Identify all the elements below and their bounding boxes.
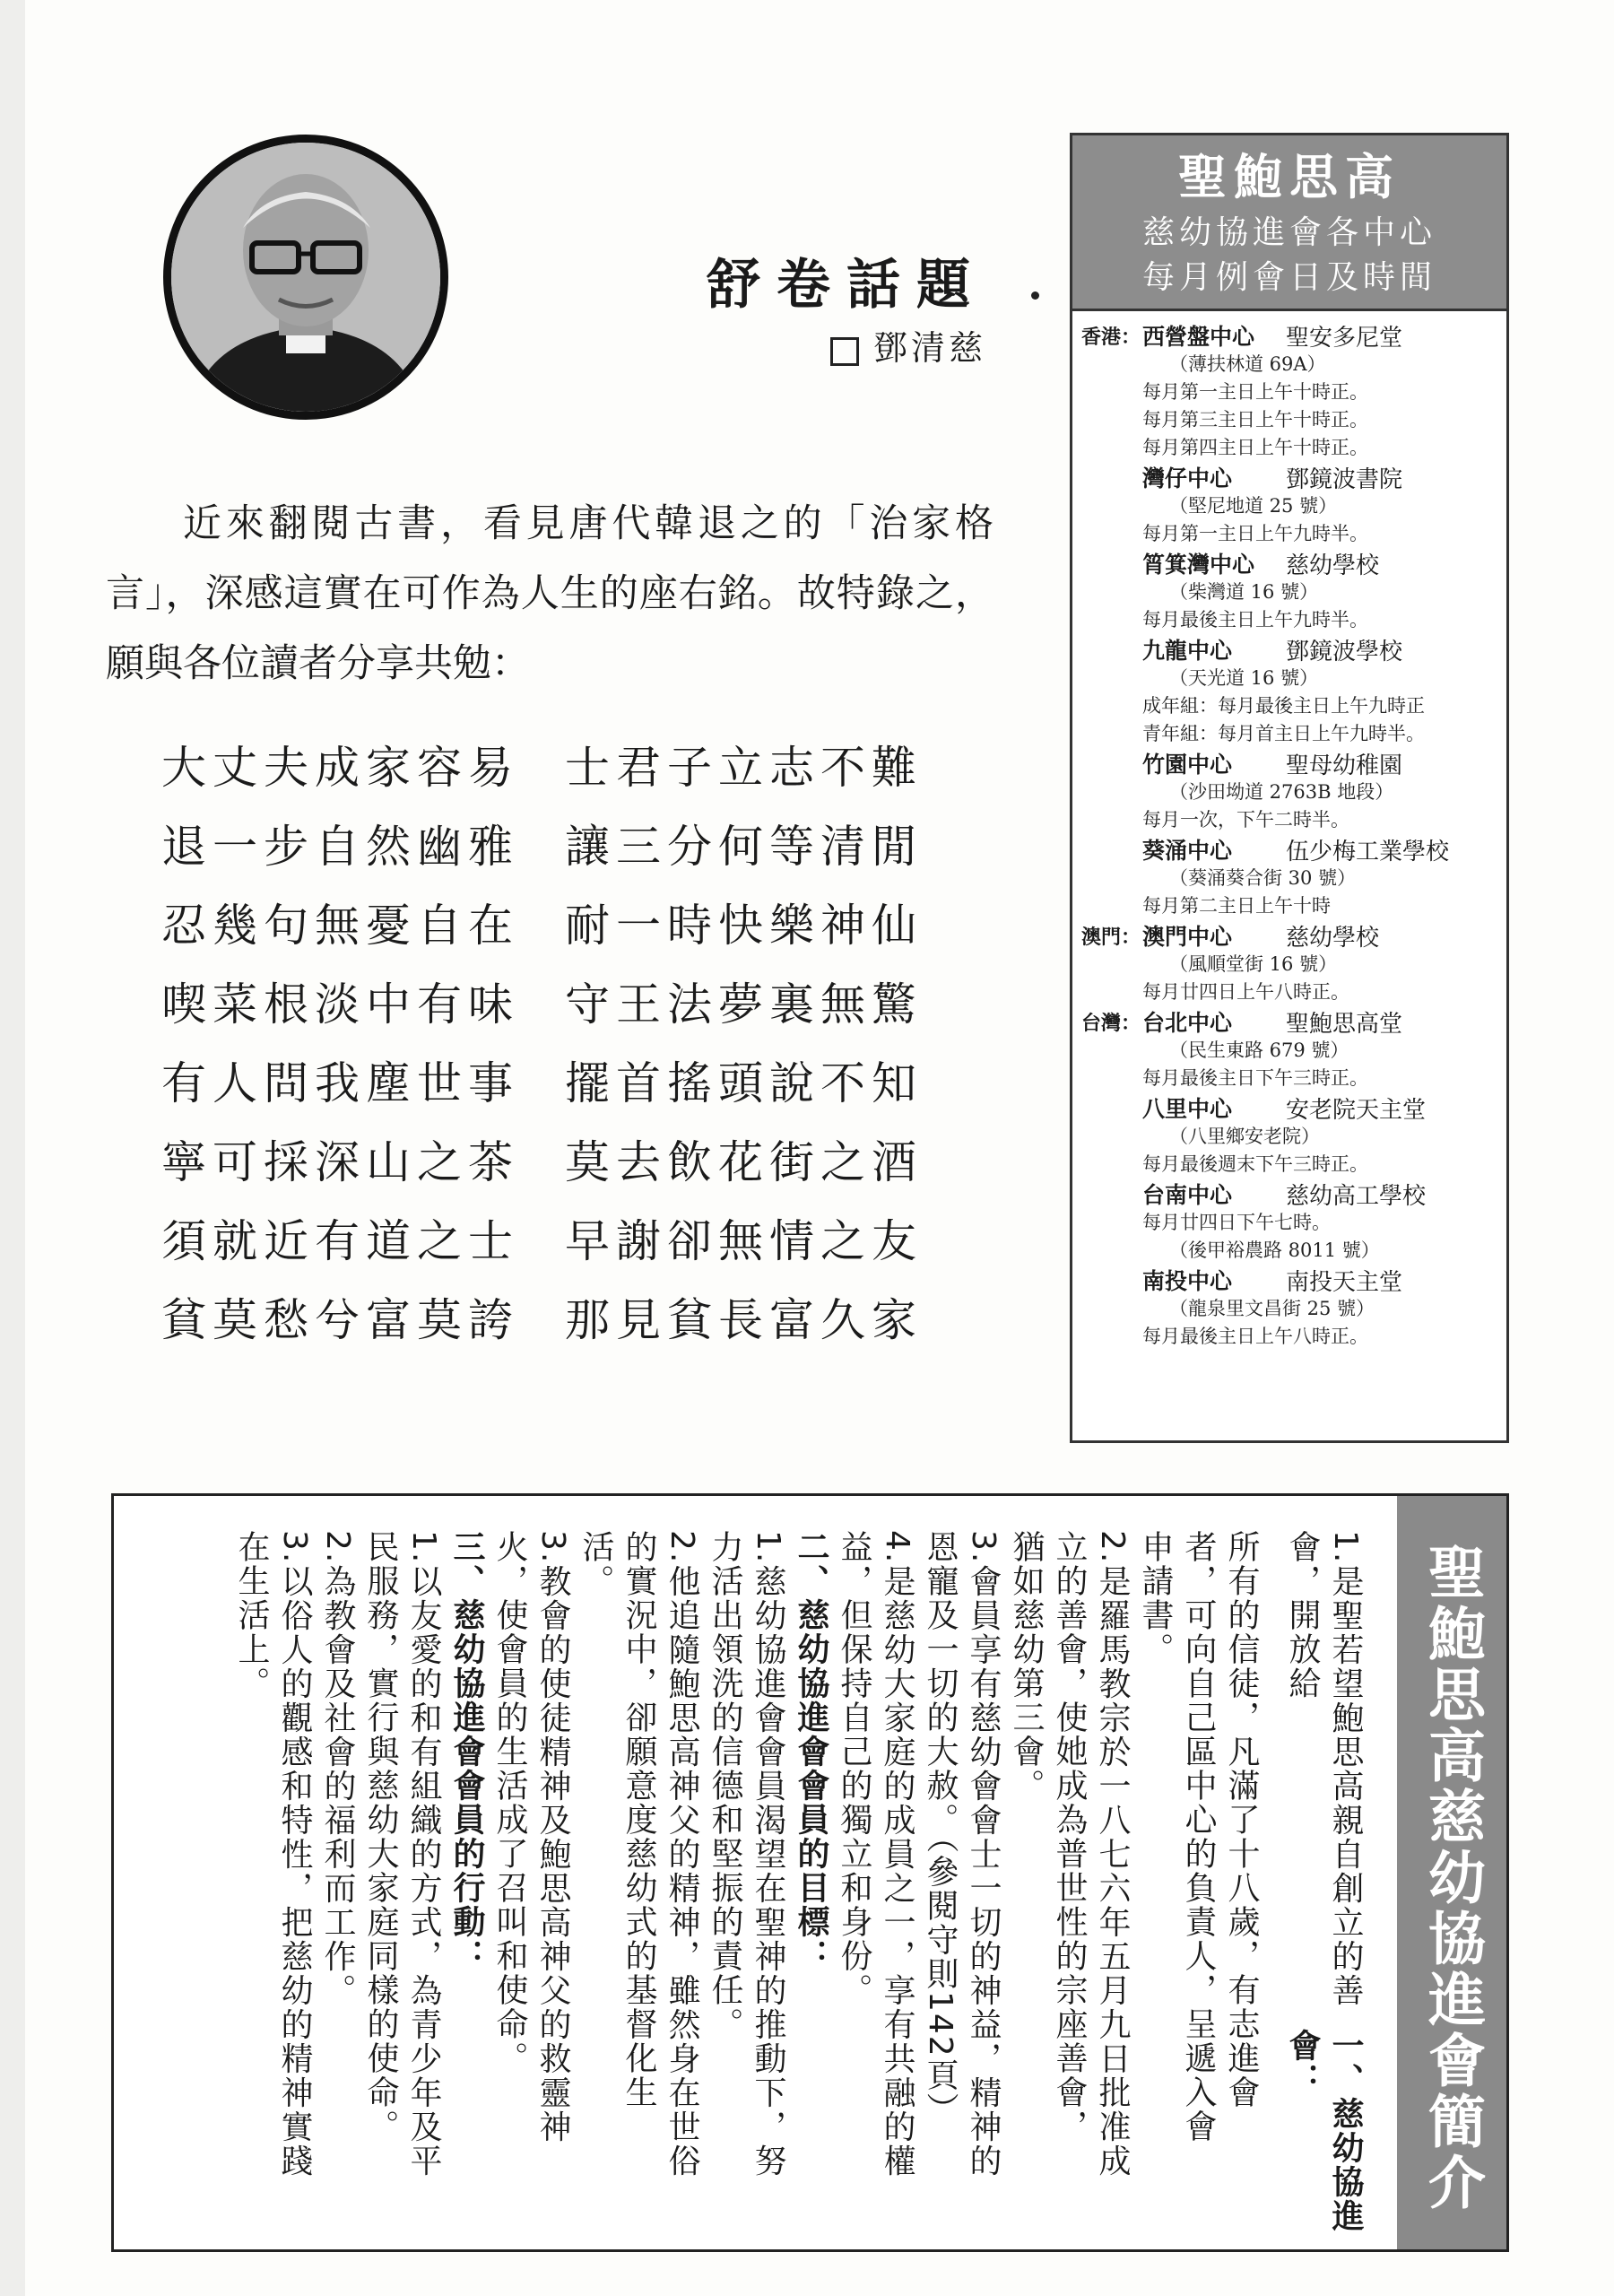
meeting-time: 每月第一主日上午十時正。 bbox=[1142, 381, 1368, 403]
center-address: （葵涌葵合街 30 號） bbox=[1169, 867, 1357, 889]
center-name: 八里中心 bbox=[1142, 1096, 1233, 1122]
text-column bbox=[316, 1530, 359, 2239]
meeting-time: 每月廿四日下午七時。 bbox=[1142, 1212, 1331, 1233]
center-entry bbox=[1142, 1265, 1499, 1351]
text-line: 猶如慈幼第三會。 bbox=[1008, 1530, 1045, 1803]
square-icon bbox=[830, 337, 859, 366]
center-header bbox=[1142, 1006, 1499, 1037]
text-column bbox=[789, 1530, 832, 2239]
section-heading: 一、慈幼協進會： bbox=[1284, 2029, 1364, 2234]
center-venue: 慈幼學校 bbox=[1286, 552, 1380, 579]
poem-line: 讓三分何等清閒 bbox=[565, 821, 923, 873]
text-column bbox=[1133, 1530, 1176, 2239]
poem-line: 貧莫愁兮富莫誇 bbox=[161, 1294, 519, 1346]
author-portrait-image bbox=[171, 143, 440, 412]
poem-line: 忍幾句無憂自在 bbox=[161, 900, 519, 952]
schedule-box bbox=[1070, 133, 1509, 1443]
text-column bbox=[402, 1530, 445, 2239]
meeting-time: 每月一次，下午二時半。 bbox=[1142, 809, 1349, 831]
meeting-time: 每月第四主日上午十時正。 bbox=[1142, 437, 1368, 458]
text-line: 3.以俗人的觀感和特性，把慈幼的精神實踐 bbox=[276, 1530, 313, 2179]
decorative-dot bbox=[1031, 291, 1039, 300]
center-header bbox=[1142, 834, 1499, 865]
center-name: 九龍中心 bbox=[1142, 638, 1233, 664]
text-line: 的實況中，卻願意度慈幼式的基督化生 bbox=[620, 1530, 657, 2109]
center-header bbox=[1142, 1265, 1499, 1295]
text-line: 2.是羅馬教宗於一八七六年五月九日批准成 bbox=[1094, 1530, 1131, 2179]
author-portrait bbox=[163, 135, 448, 420]
center-header bbox=[1142, 920, 1499, 951]
region-block bbox=[1081, 320, 1499, 920]
poem-row bbox=[161, 1119, 968, 1198]
center-address: （風順堂街 16 號） bbox=[1169, 953, 1338, 975]
region-label: 澳門： bbox=[1081, 926, 1141, 949]
meeting-time: 每月第一主日上午九時半。 bbox=[1142, 523, 1368, 544]
region-block bbox=[1081, 920, 1499, 1006]
center-entry bbox=[1142, 1006, 1499, 1092]
text-column bbox=[961, 1530, 1004, 2239]
center-entry bbox=[1142, 548, 1499, 634]
intro-text: 近來翻閱古書，看見唐代韓退之的「治家格言」，深感這實在可作為人生的座右銘。故特錄之，願與各位讀者分享共勉： bbox=[106, 501, 994, 686]
meeting-time: 青年組：每月首主日上午九時半。 bbox=[1142, 723, 1425, 744]
text-line: 4.是慈幼大家庭的成員之一，享有共融的權 bbox=[879, 1530, 915, 2179]
poem-line: 須就近有道之士 bbox=[161, 1215, 519, 1267]
text-line: 活。 bbox=[577, 1530, 614, 1598]
center-venue: 伍少梅工業學校 bbox=[1286, 838, 1450, 865]
meeting-time: 每月最後週末下午三時正。 bbox=[1142, 1153, 1368, 1175]
section-heading: 三、慈幼協進會會員的行動： bbox=[448, 1530, 485, 1973]
center-name: 葵涌中心 bbox=[1142, 838, 1233, 864]
center-header bbox=[1142, 462, 1499, 492]
text-column bbox=[617, 1530, 660, 2239]
text-line: 3.會員享有慈幼會會士一切的神益，精神的 bbox=[965, 1530, 1002, 2179]
text-line: 益，但保持自己的獨立和身份。 bbox=[836, 1530, 872, 2007]
center-name: 台北中心 bbox=[1142, 1010, 1233, 1036]
text-line: 1.慈幼協進會會員渴望在聖神的推動下，努 bbox=[750, 1530, 786, 2179]
center-entry bbox=[1142, 634, 1499, 748]
center-venue: 鄧鏡波學校 bbox=[1286, 638, 1403, 665]
column-title: 舒卷話題 bbox=[707, 254, 986, 317]
poem-line: 早謝卻無情之友 bbox=[565, 1215, 923, 1267]
region-label: 台灣： bbox=[1081, 1013, 1141, 1035]
text-line: 所有的信徒，凡滿了十八歲，有志進會 bbox=[1223, 1530, 1260, 2109]
center-header bbox=[1142, 1178, 1499, 1209]
page-edge bbox=[0, 0, 25, 2296]
text-column bbox=[746, 1530, 789, 2239]
center-venue: 聖母幼稚園 bbox=[1286, 752, 1403, 779]
center-venue: 安老院天主堂 bbox=[1286, 1096, 1427, 1124]
text-column bbox=[1176, 1530, 1219, 2239]
center-address: （天光道 16 號） bbox=[1169, 667, 1319, 689]
center-entry bbox=[1142, 1092, 1499, 1178]
text-column bbox=[1219, 1530, 1263, 2239]
text-column bbox=[574, 1530, 617, 2239]
text-line: 2.他追隨鮑思高神父的精神，雖然身在世俗 bbox=[664, 1530, 700, 2179]
text-line: 申請書。 bbox=[1137, 1530, 1174, 1666]
poem-line: 守王法夢裏無驚 bbox=[565, 978, 923, 1031]
section-heading: 二、慈幼協進會會員的目標： bbox=[793, 1530, 829, 1973]
center-name: 灣仔中心 bbox=[1142, 465, 1233, 491]
center-header bbox=[1142, 320, 1499, 351]
center-entry bbox=[1142, 834, 1499, 920]
poem-line: 擺首搖頭說不知 bbox=[565, 1057, 923, 1109]
center-name: 澳門中心 bbox=[1142, 924, 1233, 950]
poem-line: 耐一時快樂神仙 bbox=[565, 900, 923, 952]
poem-line: 莫去飲花街之酒 bbox=[565, 1136, 923, 1188]
text-column bbox=[488, 1530, 531, 2239]
poem-line: 喫菜根淡中有味 bbox=[161, 978, 519, 1031]
text-column bbox=[230, 1530, 273, 2239]
text-column bbox=[875, 1530, 918, 2239]
center-address: （民生東路 679 號） bbox=[1169, 1039, 1349, 1061]
center-header bbox=[1142, 634, 1499, 665]
center-venue: 慈幼學校 bbox=[1286, 924, 1380, 952]
poem-line: 退一步自然幽雅 bbox=[161, 821, 519, 873]
author-name: 鄧清慈 bbox=[872, 328, 986, 368]
center-address: （沙田坳道 2763B 地段） bbox=[1169, 781, 1394, 803]
poem-row bbox=[161, 725, 968, 804]
center-name: 西營盤中心 bbox=[1142, 324, 1255, 350]
text-column bbox=[531, 1530, 574, 2239]
region-label: 香港： bbox=[1081, 326, 1141, 349]
poem-line: 寧可採深山之茶 bbox=[161, 1136, 519, 1188]
association-text bbox=[230, 1530, 1367, 2239]
text-line: 1.是聖若望鮑思高親自創立的善會，開放給 bbox=[1284, 1530, 1364, 2008]
meeting-time: 每月廿四日上午八時正。 bbox=[1142, 981, 1349, 1003]
schedule-subtitle: 慈幼協進會各中心 bbox=[1141, 214, 1436, 251]
poem-row bbox=[161, 1040, 968, 1119]
meeting-time: 每月第二主日上午十時 bbox=[1142, 895, 1331, 917]
text-column bbox=[918, 1530, 961, 2239]
poem-row bbox=[161, 883, 968, 961]
text-line: 民服務，實行與慈幼大家庭同樣的使命。 bbox=[362, 1530, 399, 2144]
center-address: （堅尼地道 25 號） bbox=[1169, 495, 1338, 517]
center-name: 南投中心 bbox=[1142, 1268, 1233, 1294]
text-column bbox=[1090, 1530, 1133, 2239]
schedule-header bbox=[1072, 135, 1506, 311]
text-line: 在生活上。 bbox=[233, 1530, 270, 1700]
text-line: 2.為教會及社會的福利而工作。 bbox=[319, 1530, 356, 2008]
text-line: 立的善會，使她成為普世性的宗座善會， bbox=[1051, 1530, 1088, 2144]
schedule-subtitle: 每月例會日及時間 bbox=[1141, 259, 1436, 296]
text-column bbox=[1004, 1530, 1047, 2239]
center-address: （柴灣道 16 號） bbox=[1169, 581, 1319, 603]
text-line: 者，可向自己區中心的負責人，呈遞入會 bbox=[1180, 1530, 1217, 2144]
center-name: 台南中心 bbox=[1142, 1182, 1233, 1208]
text-line: 恩寵及一切的大赦。（參閱守則142頁） bbox=[922, 1530, 959, 2126]
poem-row bbox=[161, 1277, 968, 1356]
meeting-time: 每月最後主日上午九時半。 bbox=[1142, 609, 1368, 631]
author-byline bbox=[735, 320, 986, 370]
text-line: 1.以友愛的和有組織的方式，為青少年及平 bbox=[405, 1530, 442, 2179]
association-intro-box bbox=[111, 1493, 1509, 2252]
poem bbox=[161, 725, 968, 1356]
poem-line: 那見貧長富久家 bbox=[565, 1294, 923, 1346]
meeting-time: 每月最後主日上午八時正。 bbox=[1142, 1326, 1368, 1347]
center-entry bbox=[1142, 320, 1499, 462]
poem-row bbox=[161, 804, 968, 883]
poem-line: 有人問我塵世事 bbox=[161, 1057, 519, 1109]
meeting-time: 成年組：每月最後主日上午九時正 bbox=[1142, 695, 1425, 717]
center-address: （龍泉里文昌街 25 號） bbox=[1169, 1298, 1375, 1319]
poem-line: 士君子立志不難 bbox=[565, 742, 923, 794]
center-entry bbox=[1142, 1178, 1499, 1265]
center-address: （薄扶林道 69A） bbox=[1169, 353, 1326, 375]
center-header bbox=[1142, 1092, 1499, 1123]
poem-row bbox=[161, 961, 968, 1040]
center-entry bbox=[1142, 462, 1499, 548]
text-column bbox=[832, 1530, 875, 2239]
text-column bbox=[445, 1530, 488, 2239]
center-venue: 慈幼高工學校 bbox=[1286, 1182, 1427, 1210]
center-address: （後甲裕農路 8011 號） bbox=[1169, 1239, 1380, 1261]
schedule-list bbox=[1072, 311, 1506, 1351]
center-venue: 南投天主堂 bbox=[1286, 1268, 1403, 1296]
meeting-time: 每月最後主日下午三時正。 bbox=[1142, 1067, 1368, 1089]
center-header bbox=[1142, 548, 1499, 578]
association-heading: 聖鮑思高慈幼協進會簡介 bbox=[1419, 1543, 1485, 2213]
center-venue: 聖安多尼堂 bbox=[1286, 324, 1403, 352]
intro-paragraph bbox=[106, 489, 994, 699]
text-line: 3.教會的使徒精神及鮑思高神父的救靈神 bbox=[534, 1530, 571, 2144]
poem-row bbox=[161, 1198, 968, 1277]
text-column bbox=[660, 1530, 703, 2239]
center-header bbox=[1142, 748, 1499, 778]
association-heading-panel bbox=[1397, 1496, 1506, 2249]
center-entry bbox=[1142, 920, 1499, 1006]
center-name: 竹園中心 bbox=[1142, 752, 1233, 778]
center-name: 筲箕灣中心 bbox=[1142, 552, 1255, 578]
text-column bbox=[1280, 1530, 1367, 2239]
text-column bbox=[1047, 1530, 1090, 2239]
text-column bbox=[273, 1530, 316, 2239]
center-entry bbox=[1142, 748, 1499, 834]
text-line: 火，使會員的生活成了召叫和使命。 bbox=[491, 1530, 528, 2075]
center-address: （八里鄉安老院） bbox=[1169, 1126, 1320, 1147]
poem-line: 大丈夫成家容易 bbox=[161, 742, 519, 794]
text-column bbox=[359, 1530, 402, 2239]
text-line: 力活出領洗的信德和堅振的責任。 bbox=[707, 1530, 743, 2041]
region-block bbox=[1081, 1006, 1499, 1351]
meeting-time: 每月第三主日上午十時正。 bbox=[1142, 409, 1368, 430]
schedule-title: 聖鮑思高 bbox=[1178, 149, 1401, 205]
center-venue: 聖鮑思高堂 bbox=[1286, 1010, 1403, 1038]
center-venue: 鄧鏡波書院 bbox=[1286, 465, 1403, 493]
text-column bbox=[703, 1530, 746, 2239]
